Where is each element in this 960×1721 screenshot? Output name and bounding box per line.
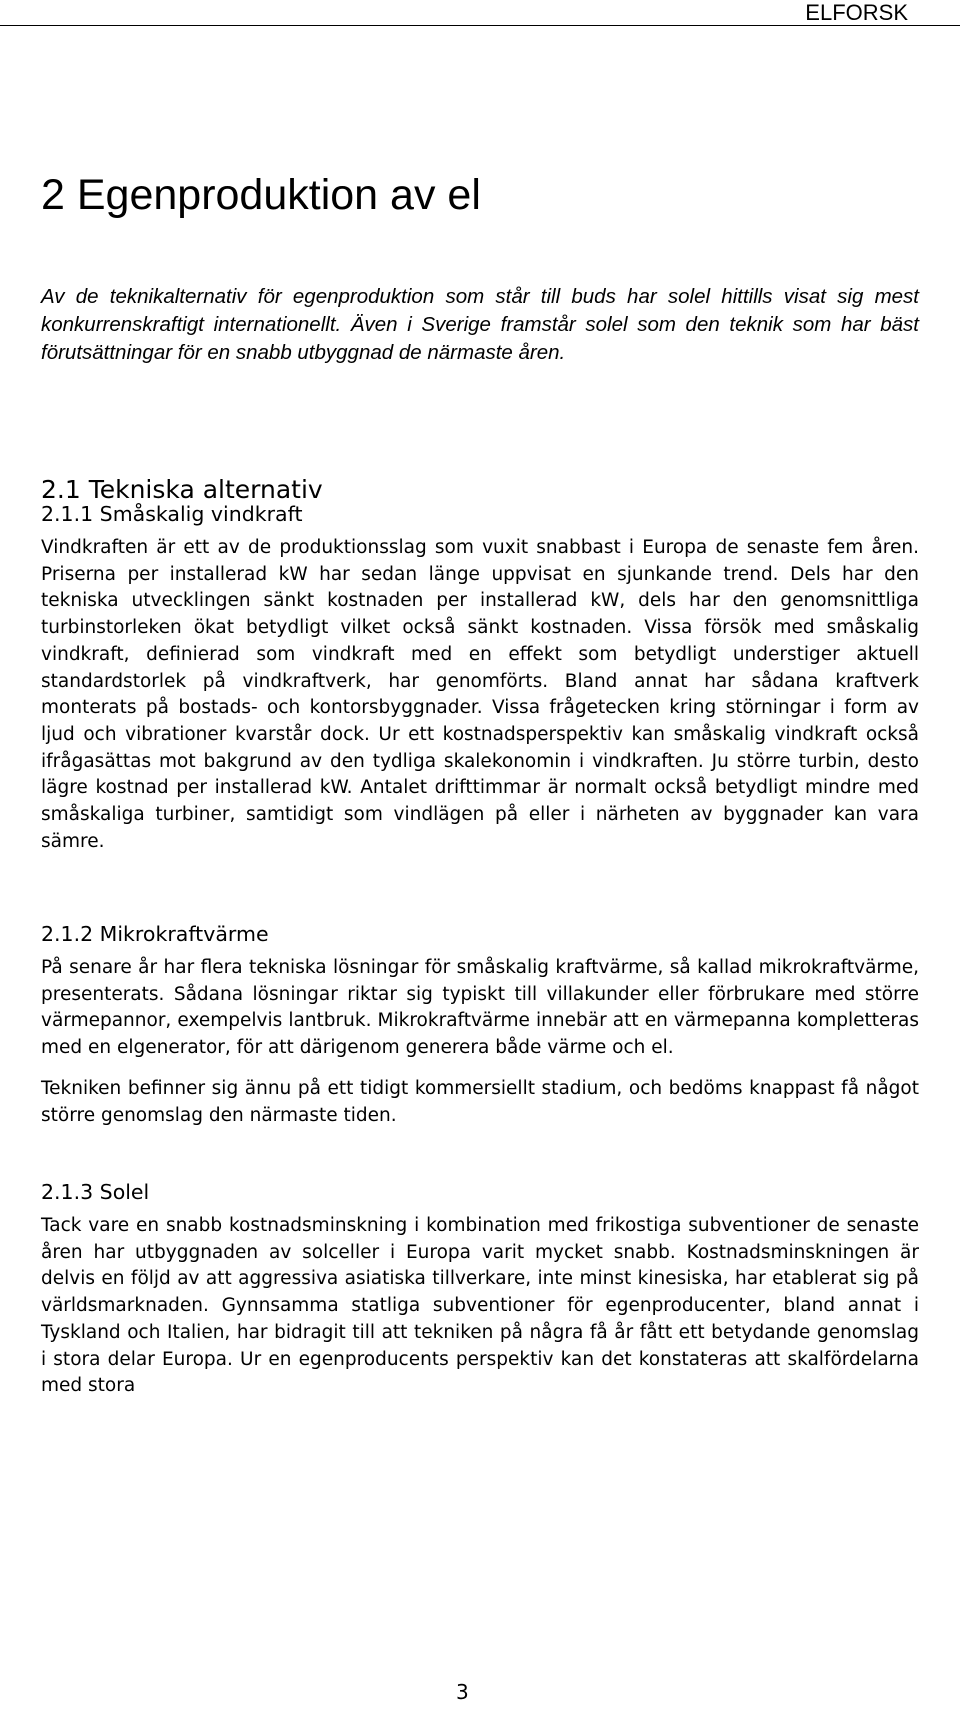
subsection-smaskalig-vindkraft bbox=[41, 500, 919, 855]
chapter-title: 2 Egenproduktion av el bbox=[41, 171, 481, 219]
subsection-mikrokraftvarme bbox=[41, 920, 919, 1129]
subsection-title: 2.1.3 Solel bbox=[41, 1180, 150, 1204]
chapter-intro: Av de teknikalternativ för egenproduktion som står till buds har solel hittills visat sig mest konkurrenskraftigt internationellt. Även i Sverige framstår solel som den teknik som har bäst förutsättningar för en snabb utbyggnad de närmaste åren. bbox=[41, 285, 919, 364]
subsection-title: 2.1.2 Mikrokraftvärme bbox=[41, 922, 269, 946]
paragraph: Vindkraften är ett av de produktionsslag som vuxit snabbast i Europa de senaste fem åren. Priserna per installerad kW har sedan länge uppvisat en sjunkande trend. Dels har den tekniska utvecklingen sänkt kostnaden per installerad kW, dels har den genomsnittliga turbinstorleken ökat betydligt vilket också sänkt kostnaden. Vissa försök med småskalig vindkraft, definierad som vindkraft med en effekt som betydligt understiger aktuell standardstorlek på vindkraftverk, har genomförts. Bland annat har sådana kraftverk monterats på bostads- och kontorsbyggnader. Vissa frågetecken kring störningar i form av ljud och vibrationer kvarstår dock. Ur ett kostnadsperspektiv kan småskalig vindkraft också ifrågasättas mot bakgrund av den tydliga skalekonomin i vindkraften. Ju större turbin, desto lägre kostnad per installerad kW. Antalet drifttimmar är normalt också betydligt mindre med småskaliga turbiner, samtidigt som vindlägen på eller i närheten av byggnader kan vara sämre. bbox=[41, 537, 919, 852]
running-header: ELFORSK bbox=[805, 0, 908, 25]
page-number: 3 bbox=[456, 1680, 469, 1704]
paragraph: Tekniken befinner sig ännu på ett tidigt kommersiellt stadium, och bedöms knappast få något större genomslag den närmaste tiden. bbox=[41, 1077, 919, 1126]
subsection-title: 2.1.1 Småskalig vindkraft bbox=[41, 502, 303, 526]
subsection-solel bbox=[41, 1178, 919, 1400]
paragraph: På senare år har flera tekniska lösningar för småskalig kraftvärme, så kallad mikrokraftvärme, presenterats. Sådana lösningar riktar sig typiskt till villakunder eller förbrukare med större värmepannor, exempelvis lantbruk. Mikrokraftvärme innebär att en värmepanna kompletteras med en elgenerator, för att därigenom generera både värme och el. bbox=[41, 957, 919, 1059]
section-title: 2.1 Tekniska alternativ bbox=[41, 475, 323, 504]
header-rule bbox=[0, 25, 960, 26]
paragraph: Tack vare en snabb kostnadsminskning i kombination med frikostiga subventioner de senaste åren har utbyggnaden av solceller i Europa varit mycket snabb. Kostnadsminskningen är delvis en följd av att aggressiva asiatiska tillverkare, inte minst kinesiska, har etablerat sig på världsmarknaden. Gynnsamma statliga subventioner för egenproducenter, bland annat i Tyskland och Italien, har bidragit till att tekniken på några få år fått ett betydande genomslag i stora delar Europa. Ur en egenproducents perspektiv kan det konstateras att skalfördelarna med stora bbox=[41, 1215, 919, 1397]
